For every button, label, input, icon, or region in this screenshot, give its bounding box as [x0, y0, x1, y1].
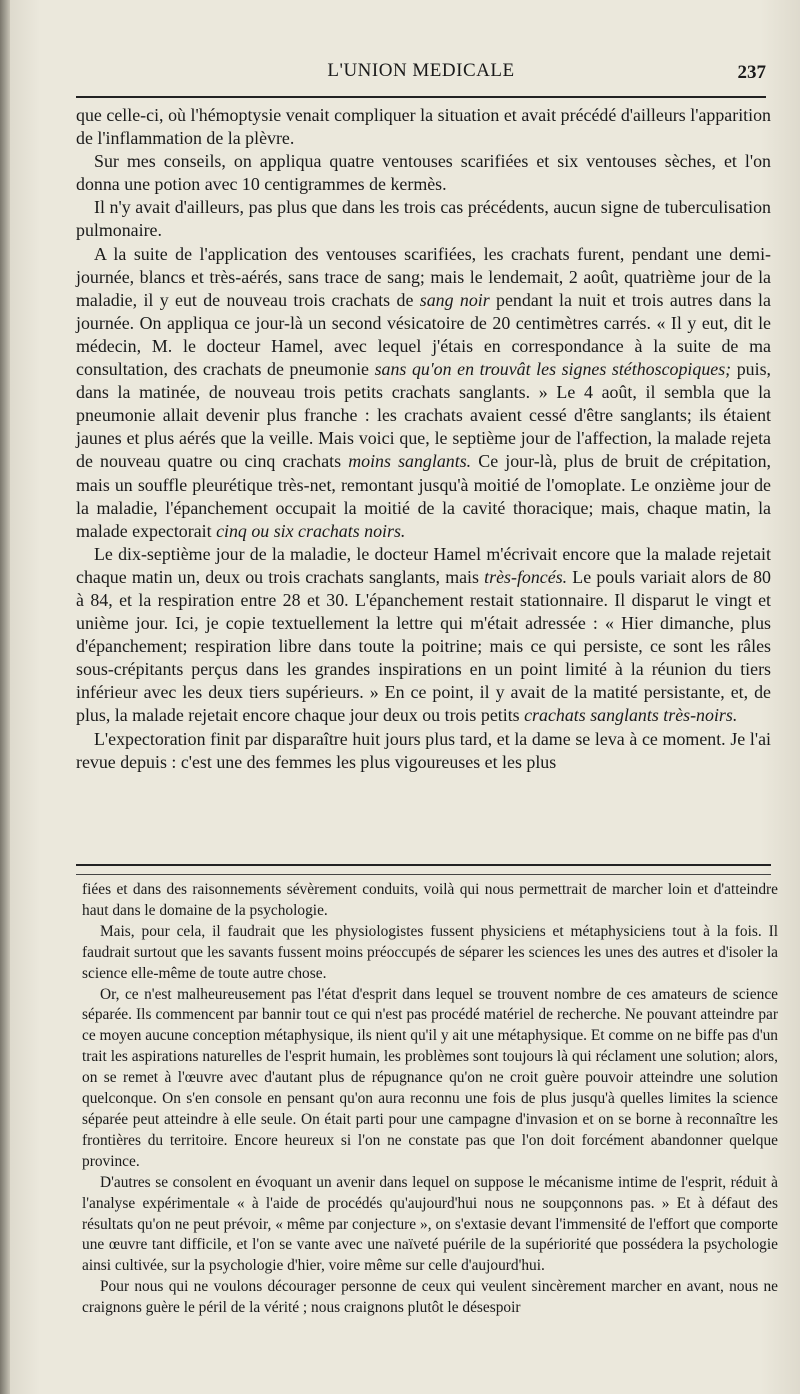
paragraph: que celle-ci, où l'hémoptysie venait compliquer la situation et avait précédé d'ailleurs l'apparition de l'inflammation de la plèvre. — [76, 105, 771, 149]
paragraph: Or, ce n'est malheureusement pas l'état d'esprit dans lequel se trouvent nombre de ces amateurs de science séparée. Ils commencent par bannir tout ce qui n'est pas procédé matériel de recherche. Ne pouvant atteindre par ce moyen aucune conception métaphysique, ils nient qu'il y ait une métaphysique. Et comme on ne biffe pas d'un trait les aspirations naturelles de l'esprit humain, les problèmes sont toujours là qui réclament une solution; alors, on se remet à l'œuvre avec d'autant plus de répugnance qu'on ne croit guère pouvoir atteindre une solution quelconque. On s'en console en pensant qu'on aura reconnu une fois de plus jusqu'à quelles limites la science séparée peut atteindre à elle seule. On était parti pour une campagne d'invasion et on se borne à reconnaître les frontières du territoire. Encore heureux si l'on ne constate pas que l'on doit forcément abandonner quelque province. — [82, 985, 778, 1170]
page-edge-shadow — [0, 0, 10, 1394]
italic-run: très-foncés. — [484, 566, 568, 587]
paragraph: Il n'y avait d'ailleurs, pas plus que dans les trois cas précédents, aucun signe de tuberculisation pulmonaire. — [76, 197, 771, 241]
paragraph: Mais, pour cela, il faudrait que les physiologistes fussent physiciens et métaphysiciens tout à la fois. Il faudrait surtout que les savants fussent moins préoccupés de séparer les sciences les unes des autres et d'isoler la science elle-même de toute autre chose. — [82, 922, 778, 982]
paragraph: D'autres se consolent en évoquant un avenir dans lequel on suppose le mécanisme intime de l'esprit, réduit à l'analyse expérimentale « à l'aide de procédés qu'aujourd'hui nous ne soupçonnons pas. » Et à défaut des résultats qu'on ne peut prévoir, « même par conjecture », on s'extasie devant l'immensité de l'effort que comporte une œuvre tant difficile, et l'on se vante avec une naïveté puérile de la supériorité que possédera la psychologie ainsi cultivée, sur la psychologie d'hier, voire même sur celle d'aujourd'hui. — [82, 1173, 778, 1275]
paragraph — [76, 543, 771, 728]
page-number: 237 — [737, 62, 766, 83]
italic-run: moins sanglants. — [348, 451, 472, 472]
italic-run: cinq ou six crachats noirs. — [216, 520, 406, 541]
text-run: Ce jour-là, plus de bruit de crépitation, mais un souffle pleurétique très-net, remontant jusqu'à moitié de l'omoplate. Le onzième jour de la maladie, l'épanchement occupait la moitié de la cavité thoracique; mais, chaque matin, la malade expectorait — [76, 451, 771, 541]
paragraph: L'expectoration finit par disparaître huit jours plus tard, et la dame se leva à ce moment. Je l'ai revue depuis : c'est une des femmes les plus vigoureuses et les plus — [76, 728, 771, 772]
text-run: pendant la nuit et trois autres dans la journée. On appliqua ce jour-là un second vésicatoire de 20 centimètres carrés. « Il y eut, dit le médecin, M. le docteur Hamel, avec lequel j'étais en correspondance à la suite de ma consultation, des crachats de pneumonie — [76, 289, 771, 380]
text-run: A la suite de l'application des ventouses scarifiées, les crachats furent, pendant une demi-journée, blancs et très-aérés, sans trace de sang; mais le lendemait, 2 août, quatrième jour de la maladie, il y eut de nouveau trois crachats de — [76, 243, 771, 310]
page-header — [76, 58, 766, 90]
italic-run: crachats sanglants très-noirs. — [524, 705, 738, 726]
paragraph: Sur mes conseils, on appliqua quatre ventouses scarifiées et six ventouses sèches, et l'on donna une potion avec 10 centigrammes de kermès. — [76, 151, 771, 195]
text-run: Le dix-septième jour de la maladie, le docteur Hamel m'écrivait encore que la malade rejetait chaque matin un, deux ou trois crachats sanglants, mais — [76, 543, 771, 587]
italic-run: sans qu'on en trouvât les signes stéthoscopiques; — [374, 359, 732, 380]
text-run: puis, dans la matinée, de nouveau trois petits crachats sanglants. » Le 4 août, il sembla que la pneumonie allait devenir plus franche : les crachats avaient cessé d'être sanglants; ils étaient jaunes et plus aérés que la veille. Mais voici que, le septième jour de l'affection, la malade rejeta de nouveau quatre ou cinq crachats — [76, 359, 771, 472]
feuilleton-separator — [76, 864, 771, 875]
paragraph — [76, 243, 771, 543]
paragraph: Pour nous qui ne voulons décourager personne de ceux qui veulent sincèrement marcher en avant, nous ne craignons guère le péril de la vérité ; nous craignons plutôt le désespoir — [82, 1278, 778, 1317]
feuilleton-text — [82, 880, 778, 1319]
text-run: Le pouls variait alors de 80 à 84, et la respiration entre 28 et 30. L'épanchement restait stationnaire. Il disparut le vingt et unième jour. Ici, je copie textuellement la lettre qui m'était adressée : « Hier dimanche, plus d'épanchement; respiration libre dans toute la poitrine; mais ce qui persiste, ce sont les râles sous-crépitants perçus dans les grandes inspirations en un point limité à la réunion du tiers inférieur avec les deux tiers supérieurs. » En ce point, il y avait de la matité persistante, et, de plus, la malade rejetait encore chaque jour deux ou trois petits — [76, 566, 772, 726]
paragraph: fiées et dans des raisonnements sévèrement conduits, voilà qui nous permettrait de marcher loin et d'atteindre haut dans le domaine de la psychologie. — [82, 881, 778, 919]
italic-run: sang noir — [419, 289, 490, 310]
header-rule — [76, 96, 766, 98]
main-text — [76, 104, 771, 774]
running-title: L'UNION MEDICALE — [327, 60, 515, 81]
